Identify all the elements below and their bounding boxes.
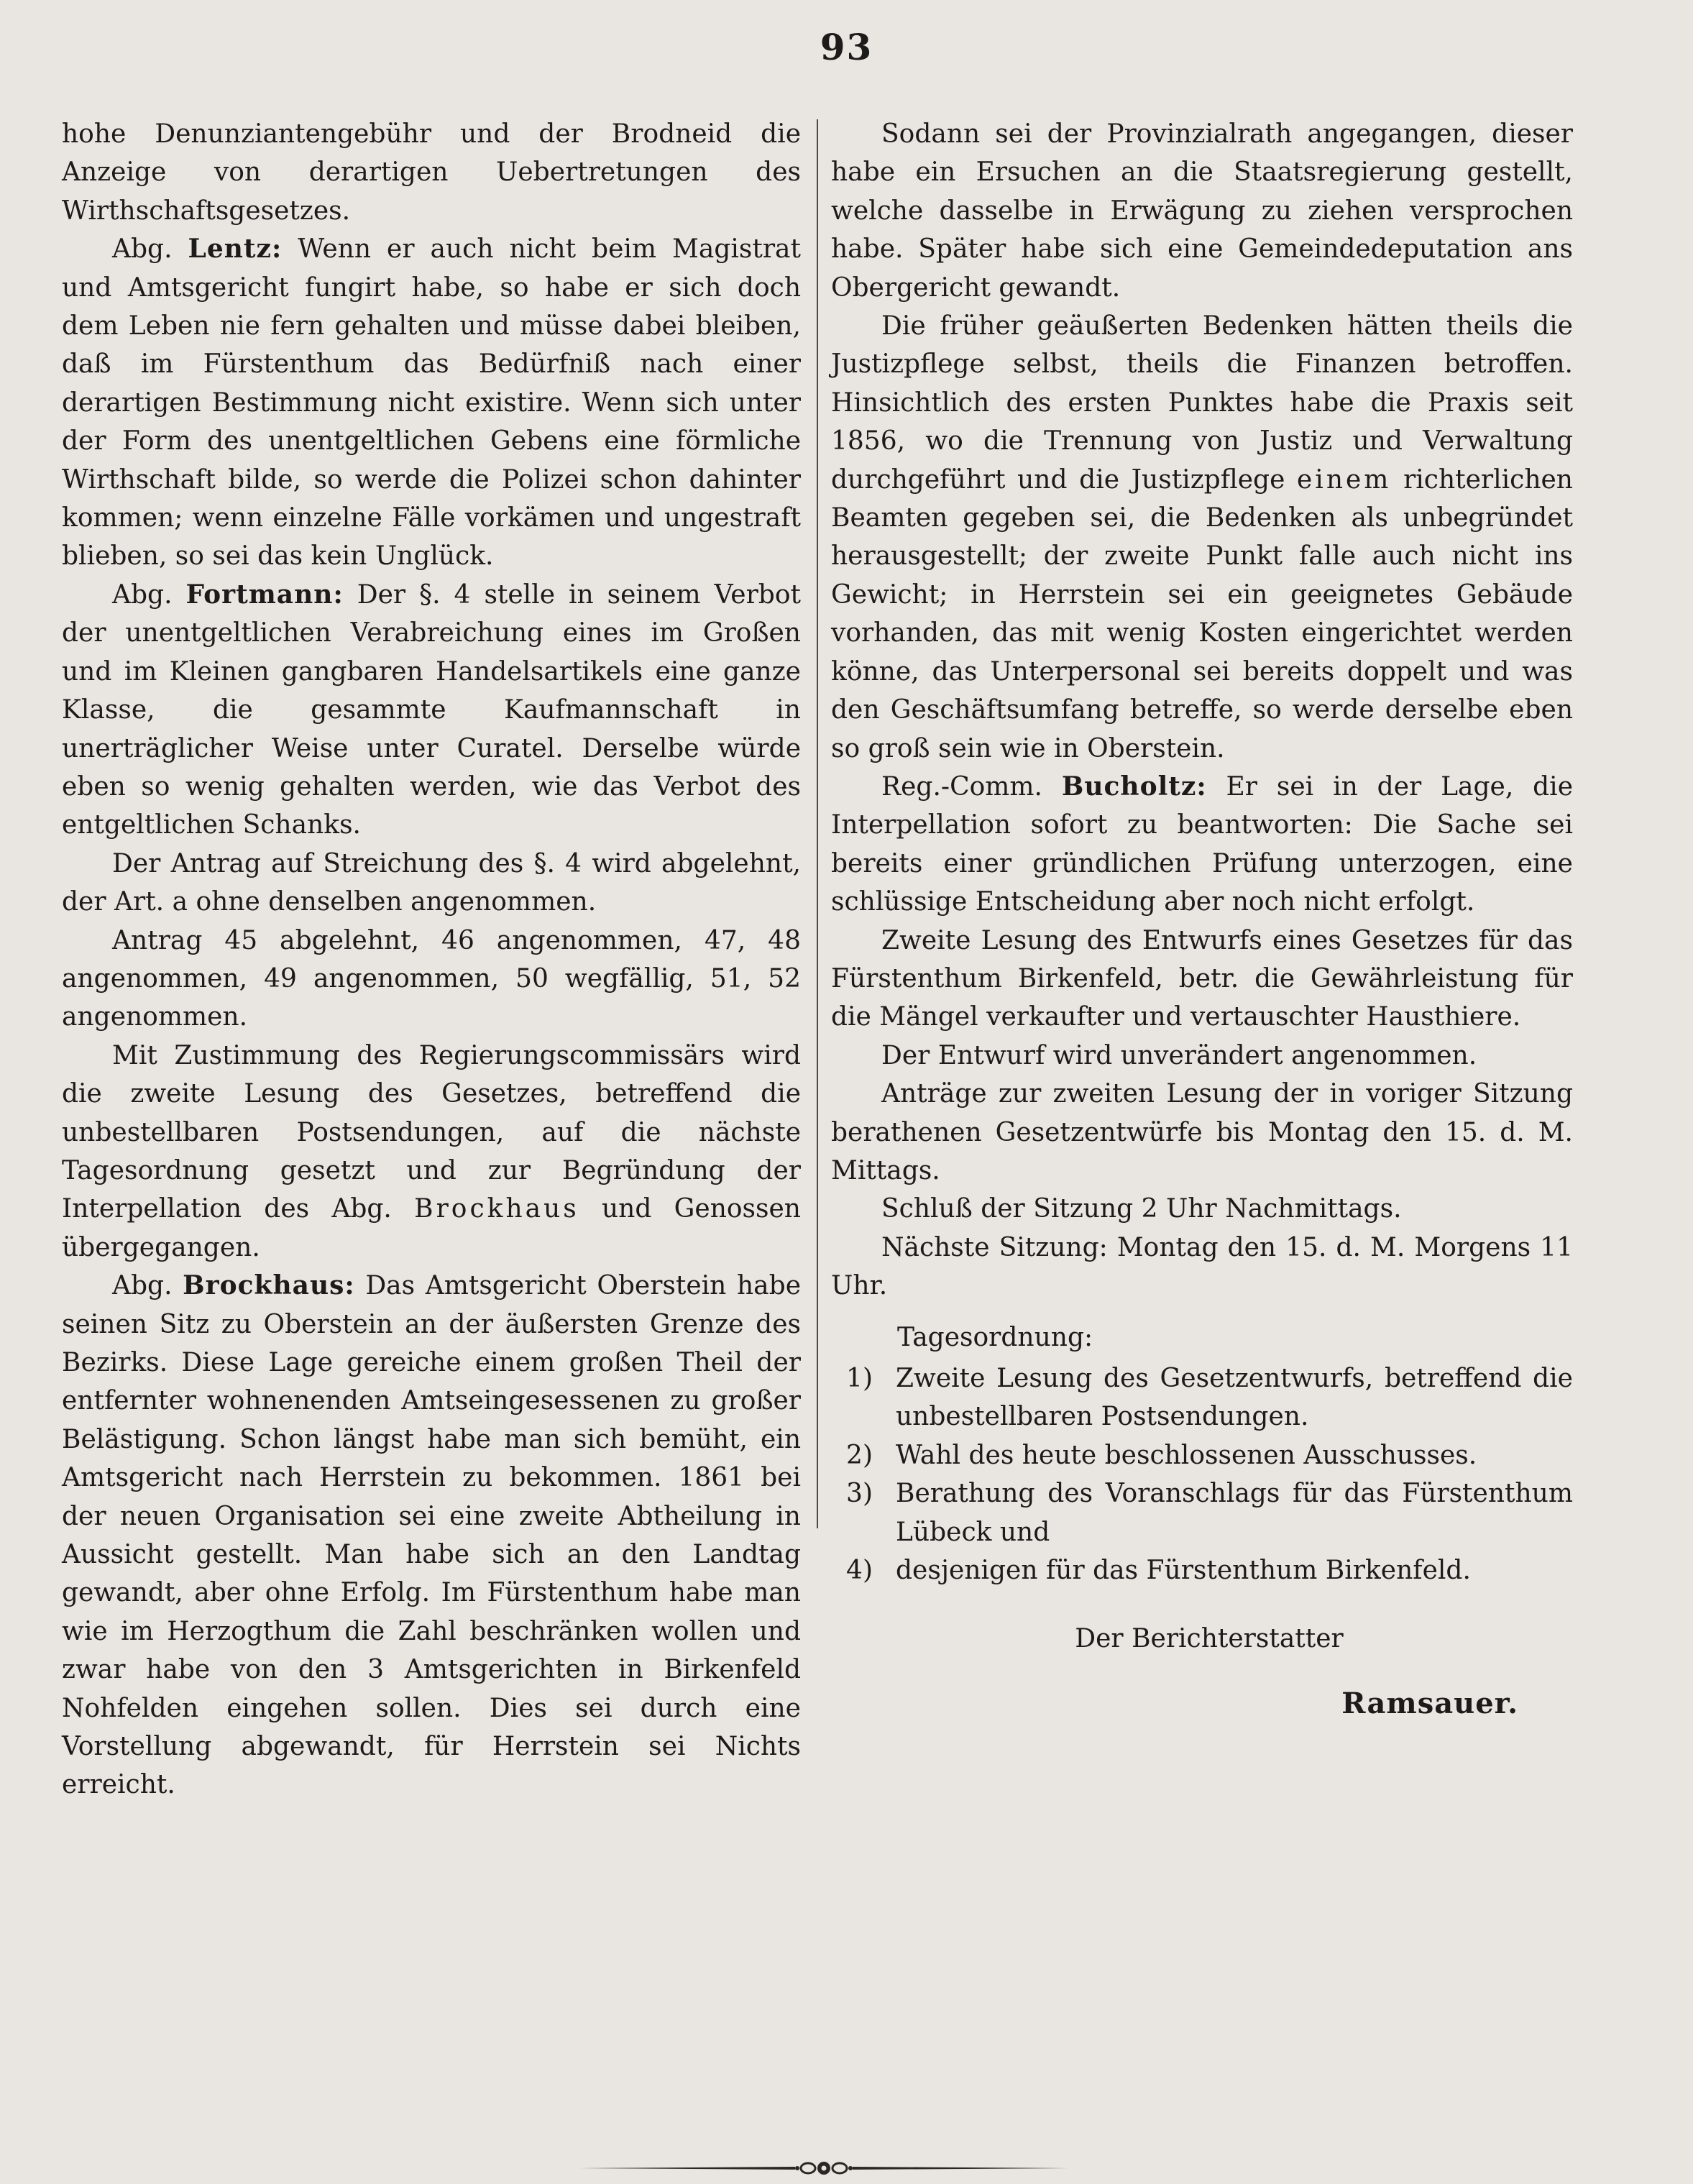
agenda-text: desjenigen für das Fürstenthum Birkenfeld. — [896, 1556, 1471, 1586]
paragraph-text: und Genossen übergegangen. — [62, 1194, 801, 1262]
speech-text: Wenn er auch nicht beim Magistrat und Amtsgericht fungirt habe, so habe er sich doch dem Leben nie fern gehalten und müsse dabei bleiben, daß im Fürstenthum das Bedürfniß nach einer derartigen Bestimmung nicht existire. Wenn sich unter der Form des unentgeltlichen Gebens eine förmliche Wirthschaft bilde, so werde die Polizei schon dahinter kommen; wenn einzelne Fälle vorkämen und ungestraft blieben, so sei das kein Unglück. — [62, 234, 801, 572]
paragraph: Anträge zur zweiten Lesung der in voriger Sitzung berathenen Gesetzentwürfe bis Montag den 15. d. M. Mittags. — [831, 1079, 1573, 1185]
right-column — [831, 115, 1573, 1722]
agenda-item — [831, 1359, 1573, 1436]
reporter-signature: Ramsauer. — [1341, 1686, 1518, 1720]
paragraph: Nächste Sitzung: Montag den 15. d. M. Morgens 11 Uhr. — [831, 1232, 1573, 1301]
agenda-item — [831, 1474, 1573, 1551]
agenda-item — [831, 1551, 1573, 1589]
speaker-prefix: Reg.-Comm. — [881, 771, 1042, 802]
speaker-name: Brockhaus: — [183, 1270, 355, 1301]
ornament-icon — [579, 2155, 1068, 2181]
paragraph-text: Mit Zustimmung des Regierungscommissärs wird die zweite Lesung des Gesetzes, betreffend die unbestellbaren Postsendungen, auf die nächste Tagesordnung gesetzt und zur Begründung der Interpellation des Abg. — [62, 1040, 801, 1224]
speech-brockhaus — [62, 1267, 801, 1804]
agenda-number: 2) — [846, 1440, 873, 1470]
speech-bucholtz — [831, 768, 1573, 922]
paragraph: Der Antrag auf Streichung des §. 4 wird abgelehnt, der Art. a ohne denselben angenommen. — [62, 848, 801, 917]
agenda-number: 4) — [846, 1556, 873, 1586]
agenda-item — [831, 1436, 1573, 1474]
speaker-prefix: Abg. — [112, 579, 173, 610]
speaker-name: Bucholtz: — [1061, 771, 1207, 802]
paragraph-text: Die früher geäußerten Bedenken hätten theils die Justizpflege selbst, theils die Finanzen betroffen. Hinsichtlich des ersten Punktes habe die Praxis seit 1856, wo die Trennung von Justiz und Verwaltung durchgeführt und die Justizpflege — [831, 311, 1573, 495]
agenda-list — [831, 1359, 1573, 1589]
column-divider — [817, 119, 818, 1528]
speaker-name: Lentz: — [188, 234, 283, 265]
paragraph: Antrag 45 abgelehnt, 46 angenommen, 47, 48 angenommen, 49 angenommen, 50 wegfällig, 51, 52 angenommen. — [62, 925, 801, 1032]
reporter-label: Der Berichterstatter — [1075, 1624, 1344, 1654]
speech-text: Der §. 4 stelle in seinem Verbot der unentgeltlichen Verabreichung eines im Großen und im Kleinen gangbaren Handelsartikels eine ganze Klasse, die gesammte Kaufmannschaft in unerträglicher Weise unter Curatel. Derselbe würde eben so wenig gehalten werden, wie das Verbot des entgeltlichen Schanks. — [62, 579, 801, 840]
speech-fortmann — [62, 576, 801, 845]
ornament-rule — [579, 2155, 1068, 2184]
spaced-word: einem — [1297, 464, 1392, 495]
paragraph — [62, 1037, 801, 1267]
speech-lentz — [62, 230, 801, 576]
speaker-prefix: Abg. — [112, 1271, 173, 1301]
spaced-name: Brockhaus — [414, 1194, 579, 1224]
agenda-text: Zweite Lesung des Gesetzentwurfs, betreffend die unbestellbaren Postsendungen. — [896, 1364, 1573, 1432]
speech-text: Er sei in der Lage, die Interpellation sofort zu beantworten: Die Sache sei bereits einer gründlichen Prüfung unterzogen, eine schlüssige Entscheidung aber noch nicht erfolgt. — [831, 771, 1573, 917]
paragraph: hohe Denunziantengebühr und der Brodneid die Anzeige von derartigen Uebertretungen des Wirthschaftsgesetzes. — [62, 119, 801, 226]
paragraph: Zweite Lesung des Entwurfs eines Gesetzes für das Fürstenthum Birkenfeld, betr. die Gewährleistung für die Mängel verkaufter und vertauschter Hausthiere. — [831, 925, 1573, 1032]
agenda-number: 3) — [846, 1479, 873, 1509]
speech-text: Das Amtsgericht Oberstein habe seinen Sitz zu Oberstein an der äußersten Grenze des Bezirks. Diese Lage gereiche einem großen Theil der entfernter wohnenenden Amtseingesessenen zu großer Belästigung. Schon längst habe man sich bemüht, ein Amtsgericht nach Herrstein zu bekommen. 1861 bei der neuen Organisation sei eine zweite Abtheilung in Aussicht gestellt. Man habe sich an den Landtag gewandt, aber ohne Erfolg. Im Fürstenthum habe man wie im Herzogthum die Zahl beschränken wollen und zwar habe von den 3 Amtsgerichten in Birkenfeld Nohfelden eingehen sollen. Dies sei durch eine Vorstellung abgewandt, für Herrstein sei Nichts erreicht. — [62, 1271, 801, 1800]
speaker-name: Fortmann: — [185, 579, 344, 610]
paragraph — [831, 307, 1573, 768]
agenda-text: Wahl des heute beschlossenen Ausschusses. — [896, 1440, 1477, 1470]
paragraph-text: richterlichen Beamten gegeben sei, die Bedenken als unbegründet herausgestellt; der zweite Punkt falle auch nicht ins Gewicht; in Herrstein sei ein geeignetes Gebäude vorhanden, das mit wenig Kosten eingerichtet werden könne, das Unterpersonal sei bereits doppelt und was den Geschäftsumfang betreffe, so werde derselbe eben so groß sein wie in Oberstein. — [831, 464, 1573, 763]
agenda-title: Tagesordnung: — [897, 1322, 1093, 1352]
left-column — [62, 115, 801, 1804]
page-number: 93 — [820, 26, 873, 68]
speaker-prefix: Abg. — [112, 234, 173, 265]
paragraph: Sodann sei der Provinzialrath angegangen, dieser habe ein Ersuchen an die Staatsregierung gestellt, welche dasselbe in Erwägung zu ziehen versprochen habe. Später habe sich eine Gemeindedeputation ans Obergericht gewandt. — [831, 119, 1573, 303]
paragraph: Der Entwurf wird unverändert angenommen. — [881, 1040, 1477, 1070]
paragraph: Schluß der Sitzung 2 Uhr Nachmittags. — [881, 1194, 1402, 1224]
agenda-text: Berathung des Voranschlags für das Fürstenthum Lübeck und — [896, 1479, 1573, 1547]
agenda-number: 1) — [846, 1364, 873, 1393]
